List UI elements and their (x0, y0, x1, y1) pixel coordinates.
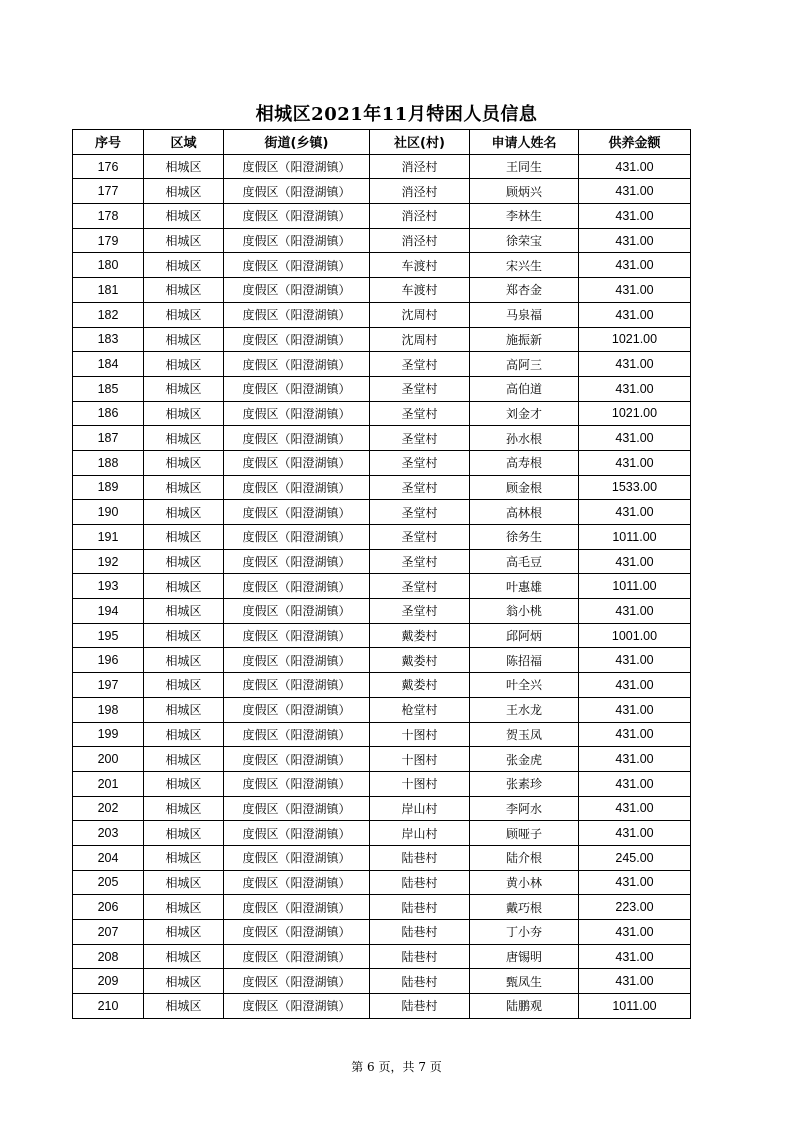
cell-district: 相城区 (144, 771, 224, 796)
cell-index: 198 (73, 697, 144, 722)
cell-index: 207 (73, 920, 144, 945)
cell-district: 相城区 (144, 525, 224, 550)
cell-applicant-name: 翁小桃 (470, 599, 579, 624)
cell-district: 相城区 (144, 574, 224, 599)
cell-applicant-name: 张金虎 (470, 747, 579, 772)
cell-community: 车渡村 (370, 278, 470, 303)
table-row (73, 525, 691, 550)
cell-district: 相城区 (144, 426, 224, 451)
cell-district: 相城区 (144, 352, 224, 377)
cell-index: 200 (73, 747, 144, 772)
cell-index: 186 (73, 401, 144, 426)
cell-support-amount: 431.00 (579, 796, 691, 821)
cell-street: 度假区（阳澄湖镇） (224, 475, 370, 500)
table-header (73, 130, 691, 155)
cell-applicant-name: 徐务生 (470, 525, 579, 550)
cell-applicant-name: 李林生 (470, 204, 579, 229)
cell-community: 圣堂村 (370, 599, 470, 624)
cell-applicant-name: 顾炳兴 (470, 179, 579, 204)
cell-street: 度假区（阳澄湖镇） (224, 870, 370, 895)
table-row (73, 599, 691, 624)
cell-community: 枪堂村 (370, 697, 470, 722)
cell-support-amount: 1011.00 (579, 994, 691, 1019)
cell-district: 相城区 (144, 302, 224, 327)
cell-index: 187 (73, 426, 144, 451)
cell-support-amount: 431.00 (579, 747, 691, 772)
cell-support-amount: 431.00 (579, 920, 691, 945)
cell-district: 相城区 (144, 154, 224, 179)
cell-support-amount: 431.00 (579, 450, 691, 475)
cell-district: 相城区 (144, 994, 224, 1019)
cell-district: 相城区 (144, 253, 224, 278)
cell-applicant-name: 陈招福 (470, 648, 579, 673)
cell-index: 192 (73, 549, 144, 574)
cell-support-amount: 431.00 (579, 697, 691, 722)
header-community: 社区(村) (370, 130, 470, 155)
cell-community: 陆巷村 (370, 845, 470, 870)
cell-applicant-name: 顾哑子 (470, 821, 579, 846)
cell-applicant-name: 甄凤生 (470, 969, 579, 994)
cell-street: 度假区（阳澄湖镇） (224, 376, 370, 401)
cell-street: 度假区（阳澄湖镇） (224, 549, 370, 574)
cell-index: 202 (73, 796, 144, 821)
cell-applicant-name: 高寿根 (470, 450, 579, 475)
cell-street: 度假区（阳澄湖镇） (224, 969, 370, 994)
cell-street: 度假区（阳澄湖镇） (224, 302, 370, 327)
header-index: 序号 (73, 130, 144, 155)
cell-support-amount: 431.00 (579, 648, 691, 673)
cell-street: 度假区（阳澄湖镇） (224, 895, 370, 920)
cell-community: 圣堂村 (370, 475, 470, 500)
cell-index: 196 (73, 648, 144, 673)
cell-district: 相城区 (144, 327, 224, 352)
cell-community: 陆巷村 (370, 920, 470, 945)
cell-district: 相城区 (144, 278, 224, 303)
cell-applicant-name: 高阿三 (470, 352, 579, 377)
cell-support-amount: 431.00 (579, 376, 691, 401)
table-row (73, 697, 691, 722)
cell-street: 度假区（阳澄湖镇） (224, 673, 370, 698)
cell-community: 圣堂村 (370, 401, 470, 426)
cell-district: 相城区 (144, 376, 224, 401)
cell-community: 车渡村 (370, 253, 470, 278)
cell-street: 度假区（阳澄湖镇） (224, 845, 370, 870)
table-row (73, 722, 691, 747)
cell-support-amount: 431.00 (579, 944, 691, 969)
cell-applicant-name: 王水龙 (470, 697, 579, 722)
cell-community: 消泾村 (370, 154, 470, 179)
table-row (73, 771, 691, 796)
table-row (73, 623, 691, 648)
cell-applicant-name: 叶惠雄 (470, 574, 579, 599)
page-footer: 第 6 页，共 7 页 (351, 1060, 442, 1074)
cell-street: 度假区（阳澄湖镇） (224, 278, 370, 303)
cell-index: 193 (73, 574, 144, 599)
header-support-amount: 供养金额 (579, 130, 691, 155)
cell-index: 209 (73, 969, 144, 994)
page-title: 相城区2021年11月特困人员信息 (255, 104, 538, 125)
cell-street: 度假区（阳澄湖镇） (224, 525, 370, 550)
cell-applicant-name: 戴巧根 (470, 895, 579, 920)
cell-index: 179 (73, 228, 144, 253)
cell-street: 度假区（阳澄湖镇） (224, 697, 370, 722)
table-row (73, 845, 691, 870)
cell-applicant-name: 孙水根 (470, 426, 579, 451)
cell-support-amount: 431.00 (579, 722, 691, 747)
header-street: 街道(乡镇) (224, 130, 370, 155)
cell-index: 183 (73, 327, 144, 352)
cell-support-amount: 431.00 (579, 771, 691, 796)
table-row (73, 253, 691, 278)
cell-community: 十图村 (370, 722, 470, 747)
table-row (73, 376, 691, 401)
cell-support-amount: 1001.00 (579, 623, 691, 648)
cell-district: 相城区 (144, 648, 224, 673)
cell-street: 度假区（阳澄湖镇） (224, 771, 370, 796)
header-district: 区域 (144, 130, 224, 155)
cell-community: 沈周村 (370, 302, 470, 327)
cell-district: 相城区 (144, 500, 224, 525)
cell-district: 相城区 (144, 673, 224, 698)
table-row (73, 352, 691, 377)
cell-support-amount: 1021.00 (579, 327, 691, 352)
cell-applicant-name: 徐荣宝 (470, 228, 579, 253)
cell-support-amount: 431.00 (579, 549, 691, 574)
cell-index: 181 (73, 278, 144, 303)
cell-street: 度假区（阳澄湖镇） (224, 574, 370, 599)
cell-support-amount: 431.00 (579, 278, 691, 303)
cell-applicant-name: 施振新 (470, 327, 579, 352)
cell-index: 176 (73, 154, 144, 179)
cell-street: 度假区（阳澄湖镇） (224, 253, 370, 278)
table-row (73, 204, 691, 229)
cell-applicant-name: 张素珍 (470, 771, 579, 796)
cell-district: 相城区 (144, 944, 224, 969)
table-row (73, 154, 691, 179)
cell-index: 204 (73, 845, 144, 870)
cell-support-amount: 431.00 (579, 426, 691, 451)
cell-community: 消泾村 (370, 228, 470, 253)
cell-index: 197 (73, 673, 144, 698)
cell-district: 相城区 (144, 747, 224, 772)
cell-street: 度假区（阳澄湖镇） (224, 450, 370, 475)
cell-index: 180 (73, 253, 144, 278)
cell-support-amount: 1011.00 (579, 574, 691, 599)
cell-index: 195 (73, 623, 144, 648)
cell-index: 185 (73, 376, 144, 401)
cell-index: 182 (73, 302, 144, 327)
cell-district: 相城区 (144, 228, 224, 253)
table-row (73, 969, 691, 994)
cell-district: 相城区 (144, 599, 224, 624)
table-row (73, 895, 691, 920)
table-row (73, 574, 691, 599)
cell-applicant-name: 王同生 (470, 154, 579, 179)
cell-community: 陆巷村 (370, 969, 470, 994)
table-body (73, 154, 691, 1018)
cell-applicant-name: 高林根 (470, 500, 579, 525)
table-row (73, 944, 691, 969)
cell-district: 相城区 (144, 920, 224, 945)
cell-applicant-name: 陆鹏观 (470, 994, 579, 1019)
cell-community: 戴娄村 (370, 623, 470, 648)
cell-street: 度假区（阳澄湖镇） (224, 722, 370, 747)
cell-support-amount: 431.00 (579, 870, 691, 895)
cell-applicant-name: 叶全兴 (470, 673, 579, 698)
header-row (73, 130, 691, 155)
cell-street: 度假区（阳澄湖镇） (224, 426, 370, 451)
cell-support-amount: 431.00 (579, 228, 691, 253)
cell-community: 圣堂村 (370, 574, 470, 599)
cell-applicant-name: 高伯道 (470, 376, 579, 401)
cell-district: 相城区 (144, 821, 224, 846)
cell-support-amount: 431.00 (579, 969, 691, 994)
cell-support-amount: 431.00 (579, 500, 691, 525)
cell-street: 度假区（阳澄湖镇） (224, 179, 370, 204)
table-row (73, 500, 691, 525)
cell-index: 210 (73, 994, 144, 1019)
table-row (73, 327, 691, 352)
cell-community: 岸山村 (370, 796, 470, 821)
data-table (72, 129, 691, 1019)
cell-district: 相城区 (144, 845, 224, 870)
table-row (73, 673, 691, 698)
cell-street: 度假区（阳澄湖镇） (224, 796, 370, 821)
cell-community: 圣堂村 (370, 549, 470, 574)
cell-district: 相城区 (144, 549, 224, 574)
cell-district: 相城区 (144, 969, 224, 994)
cell-street: 度假区（阳澄湖镇） (224, 623, 370, 648)
cell-street: 度假区（阳澄湖镇） (224, 920, 370, 945)
cell-street: 度假区（阳澄湖镇） (224, 352, 370, 377)
cell-support-amount: 431.00 (579, 302, 691, 327)
cell-community: 十图村 (370, 747, 470, 772)
table-row (73, 228, 691, 253)
cell-support-amount: 1011.00 (579, 525, 691, 550)
cell-index: 203 (73, 821, 144, 846)
cell-index: 208 (73, 944, 144, 969)
cell-support-amount: 431.00 (579, 154, 691, 179)
cell-street: 度假区（阳澄湖镇） (224, 648, 370, 673)
cell-index: 178 (73, 204, 144, 229)
cell-community: 岸山村 (370, 821, 470, 846)
cell-support-amount: 245.00 (579, 845, 691, 870)
cell-community: 消泾村 (370, 204, 470, 229)
cell-applicant-name: 高毛豆 (470, 549, 579, 574)
cell-applicant-name: 刘金才 (470, 401, 579, 426)
cell-support-amount: 223.00 (579, 895, 691, 920)
cell-index: 205 (73, 870, 144, 895)
cell-community: 陆巷村 (370, 895, 470, 920)
cell-community: 陆巷村 (370, 944, 470, 969)
table-row (73, 426, 691, 451)
table-row (73, 994, 691, 1019)
cell-index: 206 (73, 895, 144, 920)
cell-district: 相城区 (144, 697, 224, 722)
table-row (73, 475, 691, 500)
cell-applicant-name: 唐锡明 (470, 944, 579, 969)
cell-support-amount: 431.00 (579, 179, 691, 204)
cell-applicant-name: 宋兴生 (470, 253, 579, 278)
table-row (73, 920, 691, 945)
cell-support-amount: 431.00 (579, 673, 691, 698)
cell-applicant-name: 贺玉凤 (470, 722, 579, 747)
cell-street: 度假区（阳澄湖镇） (224, 821, 370, 846)
cell-applicant-name: 郑杏金 (470, 278, 579, 303)
cell-support-amount: 431.00 (579, 204, 691, 229)
cell-community: 圣堂村 (370, 376, 470, 401)
cell-support-amount: 431.00 (579, 253, 691, 278)
cell-applicant-name: 陆介根 (470, 845, 579, 870)
cell-index: 189 (73, 475, 144, 500)
table-row (73, 648, 691, 673)
cell-support-amount: 1533.00 (579, 475, 691, 500)
cell-district: 相城区 (144, 450, 224, 475)
cell-community: 圣堂村 (370, 426, 470, 451)
cell-index: 190 (73, 500, 144, 525)
cell-community: 陆巷村 (370, 994, 470, 1019)
cell-community: 戴娄村 (370, 673, 470, 698)
cell-index: 188 (73, 450, 144, 475)
table-row (73, 821, 691, 846)
cell-street: 度假区（阳澄湖镇） (224, 228, 370, 253)
table-row (73, 870, 691, 895)
cell-support-amount: 431.00 (579, 352, 691, 377)
cell-index: 177 (73, 179, 144, 204)
cell-district: 相城区 (144, 796, 224, 821)
cell-support-amount: 431.00 (579, 599, 691, 624)
cell-applicant-name: 马泉福 (470, 302, 579, 327)
table-row (73, 278, 691, 303)
cell-community: 圣堂村 (370, 450, 470, 475)
cell-support-amount: 1021.00 (579, 401, 691, 426)
table-container (72, 129, 691, 1019)
table-row (73, 796, 691, 821)
table-row (73, 179, 691, 204)
cell-district: 相城区 (144, 179, 224, 204)
cell-community: 陆巷村 (370, 870, 470, 895)
table-row (73, 450, 691, 475)
cell-district: 相城区 (144, 204, 224, 229)
table-row (73, 549, 691, 574)
cell-community: 圣堂村 (370, 352, 470, 377)
table-row (73, 747, 691, 772)
cell-district: 相城区 (144, 895, 224, 920)
cell-street: 度假区（阳澄湖镇） (224, 500, 370, 525)
cell-street: 度假区（阳澄湖镇） (224, 747, 370, 772)
cell-street: 度假区（阳澄湖镇） (224, 327, 370, 352)
cell-district: 相城区 (144, 623, 224, 648)
cell-index: 201 (73, 771, 144, 796)
cell-street: 度假区（阳澄湖镇） (224, 994, 370, 1019)
cell-district: 相城区 (144, 870, 224, 895)
cell-street: 度假区（阳澄湖镇） (224, 154, 370, 179)
cell-community: 消泾村 (370, 179, 470, 204)
cell-street: 度假区（阳澄湖镇） (224, 599, 370, 624)
cell-applicant-name: 黄小林 (470, 870, 579, 895)
cell-district: 相城区 (144, 475, 224, 500)
table-row (73, 401, 691, 426)
cell-street: 度假区（阳澄湖镇） (224, 944, 370, 969)
cell-applicant-name: 李阿水 (470, 796, 579, 821)
cell-district: 相城区 (144, 401, 224, 426)
cell-index: 194 (73, 599, 144, 624)
cell-street: 度假区（阳澄湖镇） (224, 204, 370, 229)
cell-community: 沈周村 (370, 327, 470, 352)
cell-applicant-name: 顾金根 (470, 475, 579, 500)
cell-community: 十图村 (370, 771, 470, 796)
cell-community: 戴娄村 (370, 648, 470, 673)
cell-street: 度假区（阳澄湖镇） (224, 401, 370, 426)
cell-index: 191 (73, 525, 144, 550)
cell-applicant-name: 邱阿炳 (470, 623, 579, 648)
cell-community: 圣堂村 (370, 525, 470, 550)
table-row (73, 302, 691, 327)
cell-community: 圣堂村 (370, 500, 470, 525)
cell-applicant-name: 丁小夯 (470, 920, 579, 945)
cell-support-amount: 431.00 (579, 821, 691, 846)
cell-index: 184 (73, 352, 144, 377)
cell-index: 199 (73, 722, 144, 747)
cell-district: 相城区 (144, 722, 224, 747)
header-applicant-name: 申请人姓名 (470, 130, 579, 155)
